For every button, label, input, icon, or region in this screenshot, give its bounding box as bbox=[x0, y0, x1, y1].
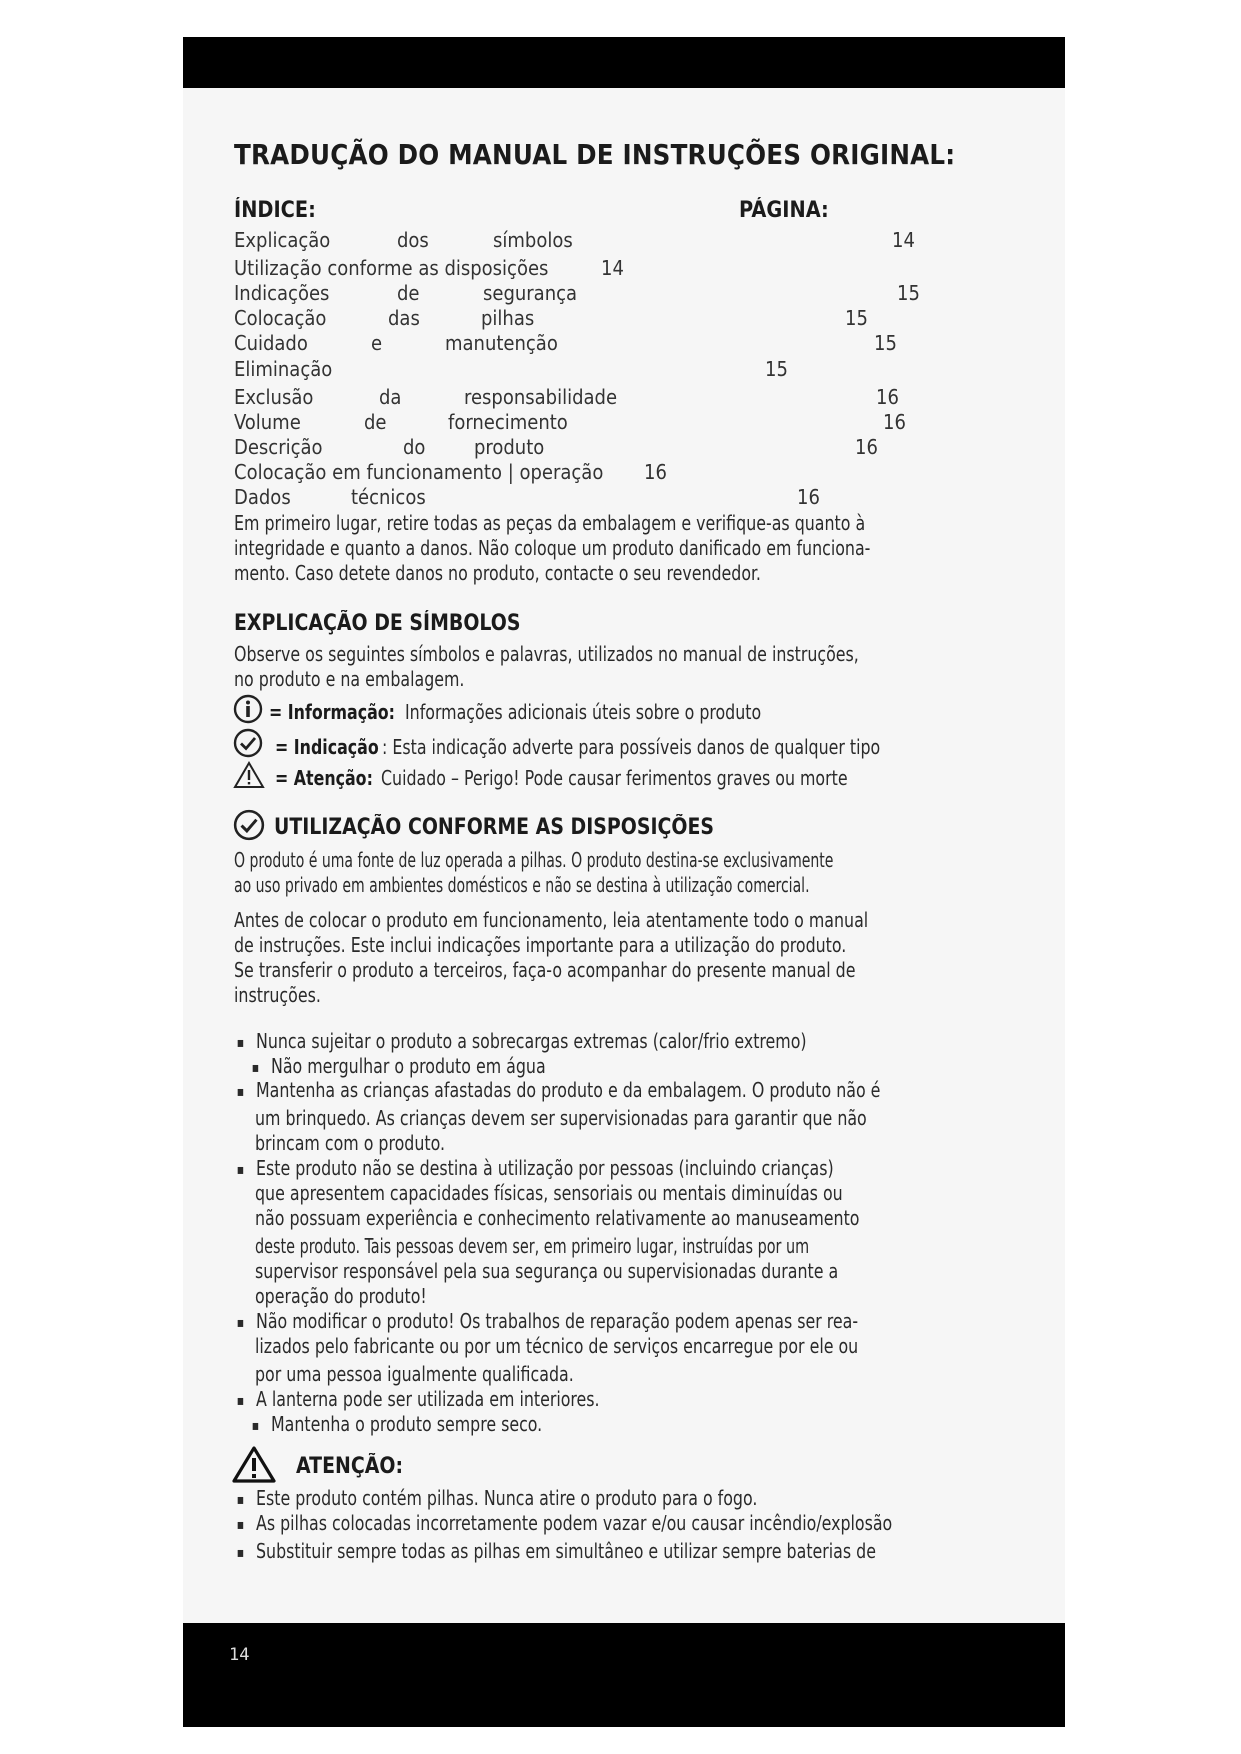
index-page-heading: PÁGINA: bbox=[739, 198, 829, 223]
toc-page: 14 bbox=[892, 228, 915, 252]
warning-heading: ATENÇÃO: bbox=[296, 1454, 404, 1479]
toc-page: 15 bbox=[897, 281, 920, 305]
warning-bullet: ▪ As pilhas colocadas incorretamente podem vazar e/ou causar incêndio/explosão bbox=[256, 1511, 892, 1536]
symbols-text: Observe os seguintes símbolos e palavras, utilizados no manual de instruções, bbox=[234, 642, 859, 666]
toc-word: Colocação bbox=[234, 306, 327, 330]
warning-bullet: ▪ Este produto contém pilhas. Nunca atire o produto para o fogo. bbox=[256, 1486, 757, 1511]
info-row bbox=[269, 700, 412, 725]
usage-bullet-cont: brincam com o produto. bbox=[255, 1131, 445, 1155]
usage-bullet-cont: operação do produto! bbox=[255, 1284, 427, 1308]
toc-word: dos bbox=[397, 228, 429, 252]
toc-word: e bbox=[371, 331, 383, 355]
toc-word: manutenção bbox=[445, 331, 558, 355]
warn-label: = Atenção: bbox=[275, 766, 373, 790]
toc-word: técnicos bbox=[351, 485, 426, 509]
note-row bbox=[275, 735, 393, 760]
toc-word: de bbox=[397, 281, 420, 305]
usage-bullet-cont: que apresentem capacidades físicas, sensoriais ou mentais diminuídas ou bbox=[255, 1181, 843, 1205]
toc-word: Volume bbox=[234, 410, 301, 434]
usage-bullet: ▪ Nunca sujeitar o produto a sobrecargas extremas (calor/frio extremo) bbox=[256, 1029, 807, 1054]
toc-word: Explicação bbox=[234, 228, 331, 252]
toc-word: da bbox=[379, 385, 402, 409]
symbols-heading: EXPLICAÇÃO DE SÍMBOLOS bbox=[234, 611, 521, 636]
usage-p2: de instruções. Este inclui indicações importante para a utilização do produto. bbox=[234, 933, 847, 957]
info-icon bbox=[233, 694, 263, 724]
bottom-black-bar bbox=[183, 1623, 1065, 1727]
index-heading: ÍNDICE: bbox=[234, 198, 316, 223]
toc-word: Exclusão bbox=[234, 385, 314, 409]
toc-page: 15 bbox=[765, 357, 788, 381]
checkmark-icon bbox=[233, 809, 265, 841]
top-black-bar bbox=[183, 37, 1065, 88]
usage-bullet-cont: não possuam experiência e conhecimento relativamente ao manuseamento bbox=[255, 1206, 860, 1230]
toc-word: Eliminação bbox=[234, 357, 333, 381]
note-label: = Indicação bbox=[275, 735, 379, 759]
toc-page: 16 bbox=[644, 460, 667, 484]
usage-p2: instruções. bbox=[234, 983, 321, 1007]
note-text: : Esta indicação adverte para possíveis danos de qualquer tipo bbox=[382, 735, 881, 759]
toc-word: pilhas bbox=[481, 306, 535, 330]
warn-text: Cuidado – Perigo! Pode causar ferimentos graves ou morte bbox=[381, 766, 848, 790]
toc-page: 16 bbox=[797, 485, 820, 509]
toc-word: fornecimento bbox=[448, 410, 568, 434]
usage-bullet-cont: por uma pessoa igualmente qualificada. bbox=[255, 1362, 574, 1386]
toc-row bbox=[234, 228, 330, 252]
warn-row bbox=[275, 766, 386, 791]
toc-page: 15 bbox=[845, 306, 868, 330]
toc-page: 16 bbox=[883, 410, 906, 434]
usage-bullet: ▪ Não mergulhar o produto em água bbox=[271, 1054, 546, 1079]
usage-bullet-cont: um brinquedo. As crianças devem ser supervisionadas para garantir que não bbox=[255, 1106, 867, 1130]
toc-word: Colocação em funcionamento | operação bbox=[234, 460, 604, 484]
warning-icon bbox=[232, 1446, 276, 1484]
intro-line: Em primeiro lugar, retire todas as peças da embalagem e verifique-as quanto à bbox=[234, 511, 866, 535]
warning-icon bbox=[233, 761, 265, 789]
usage-p1: O produto é uma fonte de luz operada a pilhas. O produto destina-se exclusivamente bbox=[234, 848, 834, 872]
usage-bullet: ▪ Este produto não se destina à utilização por pessoas (incluindo crianças) bbox=[256, 1156, 834, 1181]
usage-heading: UTILIZAÇÃO CONFORME AS DISPOSIÇÕES bbox=[274, 815, 715, 840]
usage-bullet: ▪ A lanterna pode ser utilizada em interiores. bbox=[256, 1387, 600, 1412]
checkmark-icon bbox=[233, 728, 263, 758]
toc-word: de bbox=[364, 410, 387, 434]
usage-bullet-cont: lizados pelo fabricante ou por um técnico de serviços encarregue por ele ou bbox=[255, 1334, 859, 1358]
toc-word: responsabilidade bbox=[464, 385, 618, 409]
toc-word: Utilização conforme as disposições bbox=[234, 256, 549, 280]
toc-page: 14 bbox=[601, 256, 624, 280]
toc-word: símbolos bbox=[493, 228, 573, 252]
page-title: TRADUÇÃO DO MANUAL DE INSTRUÇÕES ORIGINAL: bbox=[234, 138, 956, 171]
usage-p2: Antes de colocar o produto em funcionamento, leia atentamente todo o manual bbox=[234, 908, 869, 932]
toc-word: Cuidado bbox=[234, 331, 308, 355]
toc-word: produto bbox=[474, 435, 545, 459]
toc-word: das bbox=[388, 306, 420, 330]
toc-page: 16 bbox=[855, 435, 878, 459]
usage-bullet: ▪ Mantenha as crianças afastadas do produto e da embalagem. O produto não é bbox=[256, 1078, 880, 1103]
toc-word: segurança bbox=[483, 281, 578, 305]
intro-line: integridade e quanto a danos. Não coloque um produto danificado em funciona- bbox=[234, 536, 871, 560]
manual-page bbox=[183, 88, 1065, 1623]
usage-p2: Se transferir o produto a terceiros, faça-o acompanhar do presente manual de bbox=[234, 958, 856, 982]
usage-bullet-cont: supervisor responsável pela sua segurança ou supervisionadas durante a bbox=[255, 1259, 839, 1283]
toc-word: do bbox=[403, 435, 426, 459]
toc-word: Indicações bbox=[234, 281, 330, 305]
toc-page: 16 bbox=[876, 385, 899, 409]
usage-bullet: ▪ Mantenha o produto sempre seco. bbox=[271, 1412, 542, 1437]
usage-p1: ao uso privado em ambientes domésticos e não se destina à utilização comercial. bbox=[234, 873, 810, 897]
toc-word: Dados bbox=[234, 485, 291, 509]
warning-bullet: ▪ Substituir sempre todas as pilhas em simultâneo e utilizar sempre baterias de bbox=[256, 1539, 876, 1564]
symbols-text: no produto e na embalagem. bbox=[234, 667, 465, 691]
page-number: 14 bbox=[229, 1645, 250, 1665]
usage-bullet-cont: deste produto. Tais pessoas devem ser, em primeiro lugar, instruídas por um bbox=[255, 1234, 810, 1258]
intro-line: mento. Caso detete danos no produto, contacte o seu revendedor. bbox=[234, 561, 761, 585]
info-label: = Informação: bbox=[269, 700, 395, 724]
toc-page: 15 bbox=[874, 331, 897, 355]
toc-word: Descrição bbox=[234, 435, 323, 459]
usage-bullet: ▪ Não modificar o produto! Os trabalhos de reparação podem apenas ser rea- bbox=[256, 1309, 858, 1334]
info-text: Informações adicionais úteis sobre o produto bbox=[405, 700, 762, 724]
